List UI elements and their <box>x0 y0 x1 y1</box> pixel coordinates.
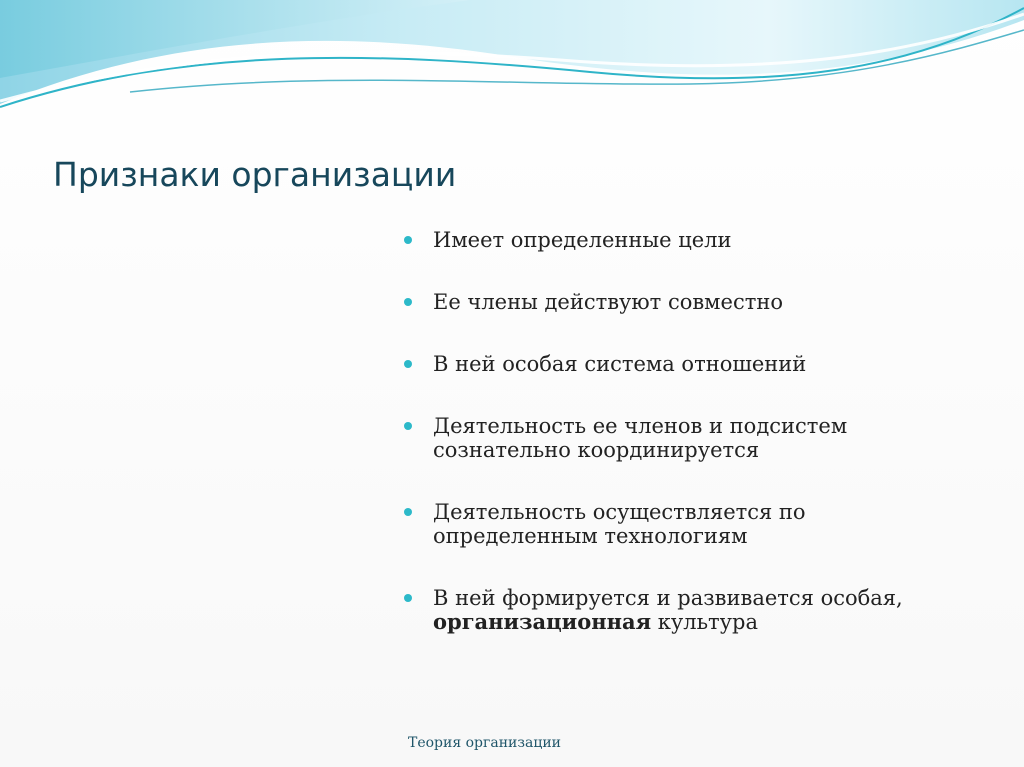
bullet-dot-icon <box>404 236 412 244</box>
bullet-text-line-1: В ней формируется и развивается особая, <box>433 586 903 610</box>
bullet-list <box>402 228 1002 634</box>
bullet-text-line-1: Деятельность ее членов и подсистем <box>433 414 848 438</box>
bullet-text-after-bold: культура <box>651 610 758 634</box>
wave-decoration <box>0 0 1024 130</box>
bullet-text-line-2: сознательно координируется <box>433 438 760 462</box>
bullet-dot-icon <box>404 298 412 306</box>
bullet-dot-icon <box>404 594 412 602</box>
bullet-item <box>402 586 1002 634</box>
footer-text: Теория организации <box>408 735 562 751</box>
bullet-item <box>402 500 1002 548</box>
bullet-dot-icon <box>404 508 412 516</box>
slide-title: Признаки организации <box>53 155 457 194</box>
bullet-text-line-1: Деятельность осуществляется по <box>433 500 806 524</box>
bullet-dot-icon <box>404 360 412 368</box>
bullet-text: Ее члены действуют совместно <box>433 290 783 314</box>
bullet-text-line-2: определенным технологиям <box>433 524 748 548</box>
bullet-bold-text: организационная <box>433 609 652 634</box>
bullet-item <box>402 414 1002 462</box>
bullet-text: В ней особая система отношений <box>433 352 807 376</box>
bullet-item <box>402 290 1002 314</box>
bullet-item <box>402 228 1002 252</box>
bullet-text: Имеет определенные цели <box>433 228 732 252</box>
bullet-item <box>402 352 1002 376</box>
bullet-dot-icon <box>404 422 412 430</box>
